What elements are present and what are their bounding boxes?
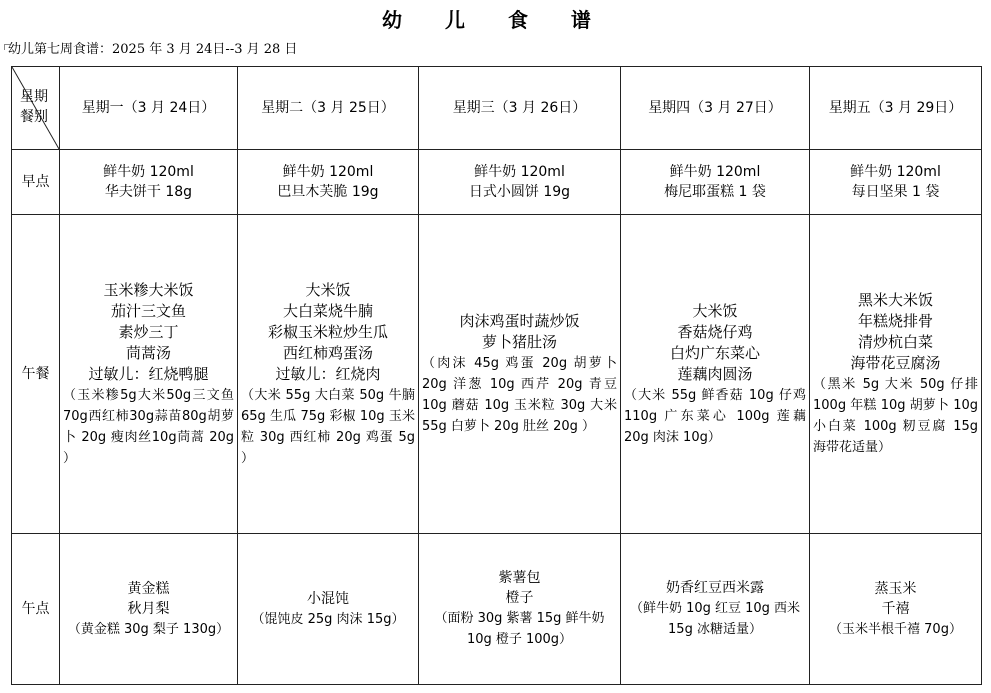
snack-label: 午点 [12,534,60,685]
snack-item: 小混饨 [307,590,349,607]
snack-cell-fri [810,534,982,685]
lunch-row [12,215,982,534]
day-header-tue: 星期二（3 月 25日） [238,67,419,150]
breakfast-row [12,150,982,215]
snack-item: 黄金糕 [127,580,170,597]
header-row [12,67,982,150]
day-header-thu: 星期四（3 月 27日） [621,67,810,150]
snack-ingredients: （面粉 30g 紫薯 15g 鲜牛奶 10g 橙子 100g） [434,611,605,647]
lunch-label: 午餐 [12,215,60,534]
snack-item: 橙子 [505,590,534,606]
lunch-cell-thu [621,215,810,534]
snack-cell-tue [238,534,419,685]
lunch-ingredients: （大米 55g 大白菜 50g 牛腩 65g 生瓜 75g 彩椒 10g 玉米粒 30g 西红柿 20g 鸡蛋 5g ） [241,387,415,466]
lunch-dish: 西红柿鸡蛋汤 [282,343,373,362]
lunch-dish: 萝卜猪肚汤 [481,333,557,351]
breakfast-cell-tue [238,150,419,215]
lunch-cell-tue [238,215,419,534]
page-title: 幼 儿 食 谱 [382,8,609,32]
snack-ingredients: （黄金糕 30g 梨子 130g） [67,621,230,637]
snack-item: 紫薯包 [498,570,541,586]
breakfast-item: 巴旦木芙脆 19g [277,184,379,200]
lunch-dish: 玉米糁大米饭 [103,280,194,299]
breakfast-item: 鲜牛奶 120ml [474,164,565,180]
breakfast-cell-wed [419,150,621,215]
breakfast-label: 早点 [12,150,60,215]
snack-ingredients: （鲜牛奶 10g 红豆 10g 西米 15g 冰糖适量） [629,601,801,637]
lunch-dish: 清炒杭白菜 [857,333,933,351]
corner-label-meal: 餐别 [20,109,48,125]
day-header-mon: 星期一（3 月 24日） [60,67,238,150]
snack-item: 千禧 [881,600,910,617]
breakfast-item: 鲜牛奶 120ml [669,164,761,180]
breakfast-cell-thu [621,150,810,215]
lunch-dish: 大白菜烧牛腩 [282,301,373,320]
day-header-fri: 星期五（3 月 29日） [810,67,982,150]
lunch-dish-allergy: 过敏儿：红烧鸭腿 [88,364,209,383]
menu-table [11,66,982,685]
lunch-dish: 茼蒿汤 [125,343,171,362]
snack-ingredients: （玉米半根千禧 70g） [829,621,962,637]
breakfast-cell-fri [810,150,982,215]
breakfast-item: 鲜牛奶 120ml [103,164,194,180]
breakfast-item: 华夫饼干 18g [104,184,193,200]
snack-cell-thu [621,534,810,685]
corner-label [20,87,48,127]
lunch-dish: 莲藕肉圆汤 [677,364,753,383]
day-header-wed: 星期三（3 月 26日） [419,67,621,150]
lunch-cell-wed [419,215,621,534]
breakfast-item: 每日坚果 1 袋 [851,184,940,200]
breakfast-item: 鲜牛奶 120ml [850,164,941,180]
lunch-dish: 海带花豆腐汤 [850,354,941,372]
lunch-dish: 大米饭 [305,280,351,299]
snack-ingredients: （馄饨皮 25g 肉沫 15g） [251,611,405,627]
snack-cell-wed [419,534,621,685]
corner-cell [12,67,60,150]
lunch-ingredients: （大米 55g 鲜香菇 10g 仔鸡 110g 广东菜心 100g 莲藕 20g 肉沫 10g） [624,387,806,445]
snack-cell-mon [60,534,238,685]
lunch-dish: 素炒三丁 [118,322,179,341]
snack-item: 奶香红豆西米露 [666,580,764,596]
lunch-cell-fri [810,215,982,534]
lunch-cell-mon [60,215,238,534]
lunch-dish: 彩椒玉米粒炒生瓜 [267,322,388,341]
breakfast-item: 梅尼耶蛋糕 1 袋 [664,184,766,200]
lunch-dish: 香菇烧仔鸡 [677,322,753,341]
week-subtitle: 幼儿第七周食谱：2025 年 3 月 24日--3 月 28 日 [8,42,298,57]
lunch-dish: 肉沫鸡蛋时蔬炒饭 [459,312,580,330]
corner-label-weekday: 星期 [20,89,48,105]
lunch-dish: 白灼广东菜心 [669,343,760,362]
lunch-ingredients: （黑米 5g 大米 50g 仔排 100g 年糕 10g 胡萝卜 10g 小白菜 100g 籾豆腐 15g 海带花适量） [813,377,978,455]
lunch-dish-allergy: 过敏儿：红烧肉 [275,364,381,383]
snack-item: 秋月梨 [127,600,170,617]
lunch-dish: 大米饭 [692,301,738,320]
lunch-ingredients: （玉米糁5g大米50g三文鱼70g西红柿30g蒜苗80g胡萝卜 20g 瘦肉丝10g茼蒿 20g ） [63,387,234,466]
snack-row [12,534,982,685]
lunch-dish: 年糕烧排骨 [857,312,933,330]
snack-item: 蒸玉米 [874,580,917,597]
lunch-dish: 黑米大米饭 [857,291,933,309]
lunch-dish: 茄汁三文鱼 [110,301,186,320]
breakfast-item: 日式小圆饼 19g [468,184,571,200]
lunch-ingredients: （肉沫 45g 鸡蛋 20g 胡萝卜 20g 洋葱 10g 西芹 20g 青豆 10g 蘑菇 10g 玉米粒 30g 大米 55g 白萝卜 20g 肚丝 20g ） [422,356,617,434]
breakfast-cell-mon [60,150,238,215]
breakfast-item: 鲜牛奶 120ml [282,164,374,180]
